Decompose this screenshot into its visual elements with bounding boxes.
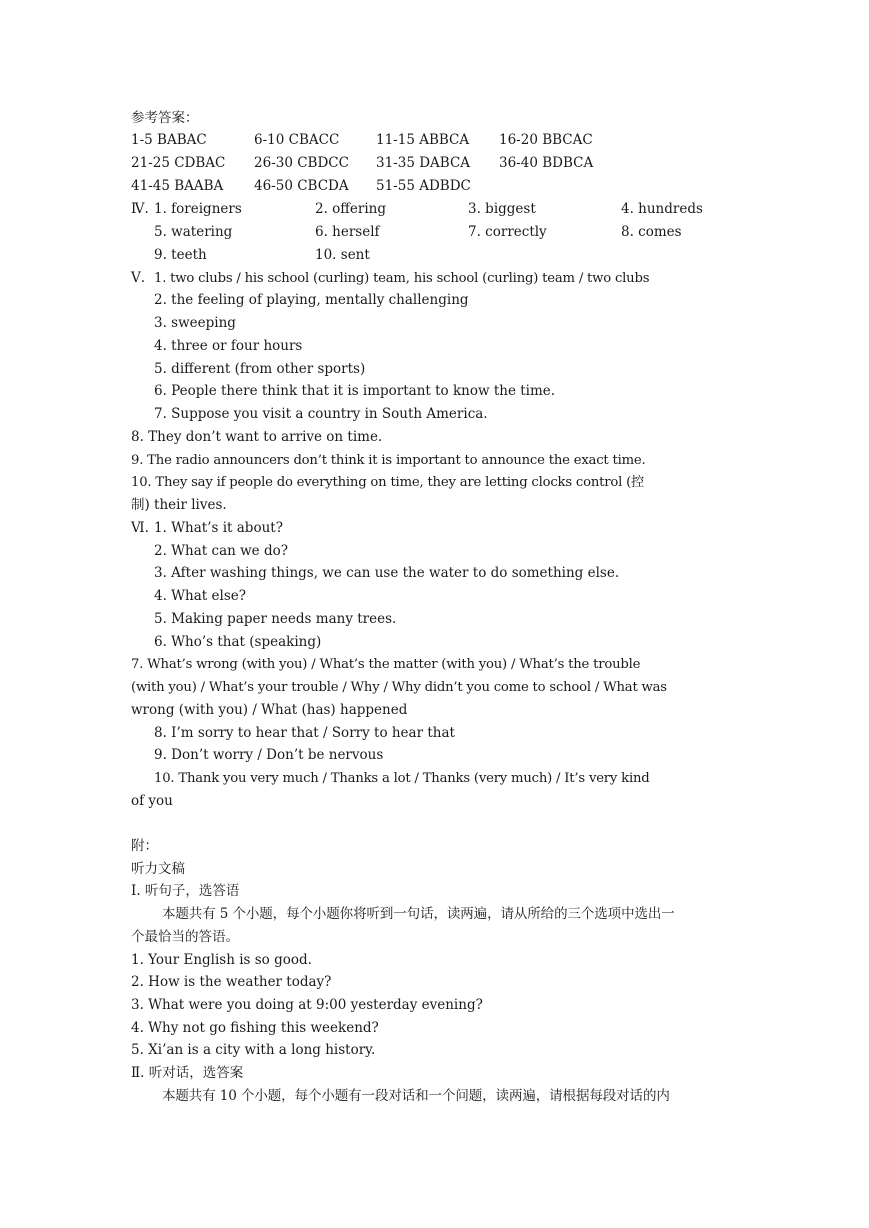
mc-answer: 1-5 BABAC xyxy=(131,132,207,148)
listening-sentence: 5. Xi’an is a city with a long history. xyxy=(131,1042,376,1058)
answer-line: 8. They don’t want to arrive on time. xyxy=(131,429,383,445)
answer-line: 5. Making paper needs many trees. xyxy=(154,611,397,627)
section-5-label: Ⅴ. xyxy=(131,270,146,286)
word-answer: 7. correctly xyxy=(468,224,547,240)
part-2-intro: 本题共有 10 个小题，每个小题有一段对话和一个问题，读两遍，请根据每段对话的内 xyxy=(162,1088,670,1104)
part-1-heading: Ⅰ. 听句子，选答语 xyxy=(131,883,240,899)
answer-line: 制) their lives. xyxy=(131,497,227,513)
part-2-heading: Ⅱ. 听对话，选答案 xyxy=(131,1065,244,1081)
mc-answer: 36-40 BDBCA xyxy=(499,155,594,171)
mc-answer: 51-55 ADBDC xyxy=(376,178,471,194)
section-6-label: Ⅵ. xyxy=(131,520,149,536)
section-4-label: Ⅳ. xyxy=(131,201,149,217)
answer-line: 3. After washing things, we can use the water to do something else. xyxy=(154,565,620,581)
answer-line: of you xyxy=(131,793,173,809)
word-answer: 3. biggest xyxy=(468,201,536,217)
word-answer: 6. herself xyxy=(315,224,380,240)
word-answer: 8. comes xyxy=(621,224,682,240)
appendix-label: 附： xyxy=(131,838,158,854)
answer-line: 9. Don’t worry / Don’t be nervous xyxy=(154,747,384,763)
listening-sentence: 2. How is the weather today? xyxy=(131,974,332,990)
answer-line: 2. the feeling of playing, mentally challenging xyxy=(154,292,469,308)
mc-answer: 6-10 CBACC xyxy=(254,132,340,148)
word-answer: 10. sent xyxy=(315,247,370,263)
mc-answer: 31-35 DABCA xyxy=(376,155,471,171)
answer-line: 1. two clubs / his school (curling) team, his school (curling) team / two clubs xyxy=(154,271,650,286)
answer-line: (with you) / What’s your trouble / Why / Why didn’t you come to school / What was xyxy=(131,680,667,695)
answer-line: wrong (with you) / What (has) happened xyxy=(131,702,408,718)
answer-line: 2. What can we do? xyxy=(154,543,288,559)
word-answer: 2. offering xyxy=(315,201,386,217)
answer-line: 4. What else? xyxy=(154,588,246,604)
answer-line: 3. sweeping xyxy=(154,315,236,331)
mc-answer: 11-15 ABBCA xyxy=(376,132,470,148)
mc-answer: 26-30 CBDCC xyxy=(254,155,349,171)
answer-line: 9. The radio announcers don’t think it is important to announce the exact time. xyxy=(131,453,646,468)
answer-line: 4. three or four hours xyxy=(154,338,303,354)
answer-line: 5. different (from other sports) xyxy=(154,361,366,377)
appendix-title: 听力文稿 xyxy=(131,861,185,877)
part-1-intro: 本题共有 5 个小题，每个小题你将听到一句话，读两遍，请从所给的三个选项中选出一 xyxy=(162,906,675,922)
listening-sentence: 1. Your English is so good. xyxy=(131,952,312,968)
answer-line: 7. What’s wrong (with you) / What’s the matter (with you) / What’s the trouble xyxy=(131,657,641,672)
mc-answer: 21-25 CDBAC xyxy=(131,155,226,171)
answer-line: 6. Who’s that (speaking) xyxy=(154,634,322,650)
answer-line: 8. I’m sorry to hear that / Sorry to hear that xyxy=(154,725,455,741)
word-answer: 1. foreigners xyxy=(154,201,242,217)
listening-sentence: 4. Why not go fishing this weekend? xyxy=(131,1020,379,1036)
mc-answer: 16-20 BBCAC xyxy=(499,132,593,148)
listening-sentence: 3. What were you doing at 9:00 yesterday evening? xyxy=(131,997,483,1013)
answer-line: 1. What’s it about? xyxy=(154,520,283,536)
part-1-intro: 个最恰当的答语。 xyxy=(131,929,239,945)
answer-key-header: 参考答案： xyxy=(131,110,199,126)
word-answer: 4. hundreds xyxy=(621,201,703,217)
word-answer: 9. teeth xyxy=(154,247,207,263)
mc-answer: 41-45 BAABA xyxy=(131,178,224,194)
answer-line: 10. They say if people do everything on time, they are letting clocks control (控 xyxy=(131,475,645,490)
word-answer: 5. watering xyxy=(154,224,233,240)
mc-answer: 46-50 CBCDA xyxy=(254,178,349,194)
answer-line: 10. Thank you very much / Thanks a lot / Thanks (very much) / It’s very kind xyxy=(154,771,650,786)
answer-line: 7. Suppose you visit a country in South America. xyxy=(154,406,488,422)
answer-line: 6. People there think that it is important to know the time. xyxy=(154,383,556,399)
